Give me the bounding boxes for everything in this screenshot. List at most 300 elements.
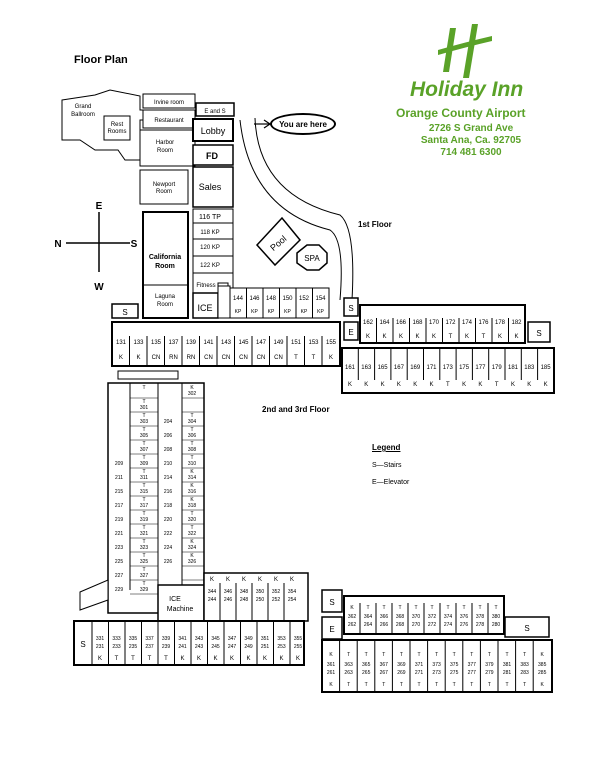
laguna-room-label-2: Room <box>156 302 174 308</box>
first-floor-stairs-east-label: S <box>348 304 354 313</box>
upper-south-type-339: T <box>164 656 168 662</box>
wing-room-218: 218 <box>163 503 173 509</box>
harbor-room-label-2: Room <box>156 148 174 154</box>
wing-room-type-right-12: K <box>190 553 194 559</box>
east-bottom-type-179: T <box>494 382 499 388</box>
wing-room-220: 220 <box>163 517 173 523</box>
south-room-type-153: T <box>311 355 316 361</box>
grand-ballroom-label-1: Grand <box>74 104 92 110</box>
page-title: Floor Plan <box>74 54 128 66</box>
upper-east-top-number-376: 376 <box>459 614 469 620</box>
upper-east-bottom-type-379: T <box>487 682 491 688</box>
wing-room-319: 319 <box>139 517 149 523</box>
east-bottom-number-171: 171 <box>426 365 437 371</box>
upper-south-number-233: 233 <box>112 644 121 650</box>
wing-room-329: 329 <box>139 587 149 593</box>
upper-east-top-number-270: 270 <box>411 622 421 628</box>
mid-block-number-252: 252 <box>271 597 281 603</box>
walkway-outer <box>255 118 353 300</box>
mid-block-type-350: K <box>257 577 263 583</box>
harbor-room-label-1: Harbor <box>155 140 175 146</box>
wing-room-type-left-3: T <box>142 427 146 433</box>
upper-east-top-number-272: 272 <box>427 622 437 628</box>
wing-room-type-left-13: T <box>142 567 146 573</box>
south-room-type-137: RN <box>169 355 178 361</box>
pool-label: Pool <box>268 233 289 253</box>
kp-room-type-154: KP <box>317 309 324 315</box>
kp-room-number-154: 154 <box>315 296 326 302</box>
upper-east-top-number-380: 380 <box>491 614 501 620</box>
upper-south-number-255: 255 <box>293 644 303 650</box>
wing-room-222: 222 <box>163 531 173 537</box>
upper-south-number-239: 239 <box>161 644 171 650</box>
upper-south-number-241: 241 <box>178 644 187 650</box>
compass-n-label: N <box>54 239 62 250</box>
upper-east-bottom-number-267: 267 <box>379 670 388 676</box>
upper-east-bottom-number-365: 365 <box>362 662 371 668</box>
e-and-s-label: E and S <box>204 109 226 115</box>
wing-room-type-left-5: T <box>142 455 146 461</box>
upper-south-type-355: K <box>295 656 301 662</box>
upper-east-bottom-type-top-369: T <box>399 652 403 658</box>
upper-east-bottom-type-377: T <box>470 682 474 688</box>
wing-room-type-left-1: T <box>142 399 146 405</box>
upper-south-type-347: K <box>229 656 235 662</box>
upper-south-type-353: K <box>279 656 284 662</box>
phone-number: 714 481 6300 <box>440 147 502 158</box>
wing-room-306: 306 <box>187 433 197 439</box>
wing-room-303: 303 <box>139 419 149 425</box>
mid-block-type-344: K <box>209 577 215 583</box>
upper-south-type-351: K <box>262 656 268 662</box>
restaurant-label: Restaurant <box>154 118 184 124</box>
upper-east-bottom-type-371: T <box>417 682 421 688</box>
upper-east-top-number-370: 370 <box>411 614 421 620</box>
east-top-number-162: 162 <box>362 320 374 326</box>
upper-south-type-343: K <box>196 656 202 662</box>
wing-room-type-right-2: T <box>190 413 194 419</box>
mid-block-number-354: 354 <box>287 589 297 595</box>
wing-room-left-8: 217 <box>114 503 124 509</box>
wing-room-type-left-0: T <box>142 385 146 391</box>
upper-east-top-number-280: 280 <box>491 622 501 628</box>
east-bottom-type-171: K <box>429 382 434 388</box>
upper-south-number-351: 351 <box>260 636 270 642</box>
east-top-type-174: K <box>464 334 470 340</box>
wing-room-302: 302 <box>187 391 197 397</box>
kp-room-number-150: 150 <box>282 296 293 302</box>
rest-rooms-label-2: Rooms <box>107 129 127 135</box>
ice-machine-block <box>158 585 204 621</box>
wing-room-305: 305 <box>139 433 149 439</box>
upper-east-bottom-type-381: T <box>505 682 509 688</box>
you-are-here-label: You are here <box>279 119 327 129</box>
wing-room-206: 206 <box>163 433 173 439</box>
upper-east-bottom-number-375: 375 <box>450 662 459 668</box>
upper-floors-label: 2nd and 3rd Floor <box>262 405 330 414</box>
south-room-type-151: T <box>294 355 298 361</box>
south-room-number-131: 131 <box>115 340 127 346</box>
east-bottom-number-169: 169 <box>410 365 421 371</box>
wing-room-309: 309 <box>139 461 149 467</box>
upper-east-bottom-type-363: T <box>347 682 351 688</box>
brand-location: Orange County Airport <box>396 106 526 120</box>
east-top-number-174: 174 <box>461 320 473 326</box>
wing-room-type-right-6: K <box>190 469 194 475</box>
east-bottom-number-167: 167 <box>393 365 404 371</box>
south-room-type-147: CN <box>256 355 266 361</box>
kp-room-number-144: 144 <box>232 296 244 302</box>
upper-east-top-number-378: 378 <box>475 614 485 620</box>
south-room-number-149: 149 <box>273 340 284 346</box>
upper-east-bottom-number-369: 369 <box>397 662 406 668</box>
south-room-type-141: CN <box>204 355 213 361</box>
upper-east-top-number-278: 278 <box>475 622 485 628</box>
wing-room-type-right-8: K <box>190 497 194 503</box>
upper-east-top-type-372: T <box>430 605 434 611</box>
upper-east-bottom-number-271: 271 <box>414 670 424 676</box>
upper-east-bottom-type-top-373: T <box>435 652 439 658</box>
mid-block-number-244: 244 <box>207 597 217 603</box>
east-top-type-168: K <box>415 334 420 340</box>
legend-stairs: S—Stairs <box>372 462 402 469</box>
newport-room-label-1: Newport <box>152 182 176 188</box>
wing-room-type-right-4: T <box>190 441 194 447</box>
south-room-number-135: 135 <box>150 340 162 346</box>
upper-east-top-type-362: K <box>350 605 354 611</box>
upper-stairs-west-label: S <box>80 640 86 649</box>
upper-east-bottom-type-369: T <box>399 682 403 688</box>
south-room-number-151: 151 <box>290 340 302 346</box>
mid-block-type-352: K <box>273 577 279 583</box>
wing-room-311: 311 <box>140 475 148 481</box>
mid-block-number-248: 248 <box>239 597 249 603</box>
wing-room-208: 208 <box>163 447 173 453</box>
upper-south-number-253: 253 <box>277 644 286 650</box>
brand-name: Holiday Inn <box>410 78 524 101</box>
east-bottom-number-177: 177 <box>475 365 486 371</box>
upper-south-number-333: 333 <box>112 636 121 642</box>
upper-east-top-number-268: 268 <box>395 622 405 628</box>
east-bottom-type-169: K <box>413 382 418 388</box>
first-floor-stairs-far-east-label: S <box>536 329 542 338</box>
room-116-label: 116 TP <box>199 214 221 221</box>
wing-room-226: 226 <box>163 559 173 565</box>
room-122-label: 122 KP <box>200 263 220 269</box>
east-bottom-number-163: 163 <box>361 365 372 371</box>
south-room-number-141: 141 <box>203 340 214 346</box>
upper-east-bottom-type-top-379: T <box>487 652 491 658</box>
first-floor-walk-strip <box>118 371 178 379</box>
mid-block-number-254: 254 <box>287 597 297 603</box>
upper-east-bottom-type-top-383: T <box>523 652 527 658</box>
wing-room-314: 314 <box>187 475 197 481</box>
upper-east-bottom-type-top-371: T <box>417 652 421 658</box>
east-top-number-164: 164 <box>379 320 390 326</box>
upper-east-bottom-number-363: 363 <box>344 662 353 668</box>
mid-block-number-344: 344 <box>207 589 217 595</box>
upper-south-number-237: 237 <box>145 644 154 650</box>
upper-east-bottom-number-275: 275 <box>450 670 459 676</box>
wing-room-left-7: 215 <box>114 489 124 495</box>
wing-room-left-12: 225 <box>114 559 124 565</box>
wing-room-304: 304 <box>187 419 197 425</box>
south-room-number-143: 143 <box>220 340 232 346</box>
upper-east-bottom-type-top-381: T <box>505 652 509 658</box>
upper-east-bottom-number-261: 261 <box>326 670 336 676</box>
east-bottom-number-165: 165 <box>377 365 388 371</box>
wing-room-type-left-8: T <box>142 497 146 503</box>
upper-east-bottom-type-top-385: K <box>540 652 544 658</box>
east-bottom-type-177: K <box>478 382 483 388</box>
upper-east-bottom-type-top-365: T <box>364 652 368 658</box>
east-bottom-number-183: 183 <box>524 365 535 371</box>
laguna-room-label-1: Laguna <box>154 294 176 300</box>
wing-room-type-left-9: T <box>142 511 146 517</box>
first-floor-elevator-label: E <box>348 328 354 337</box>
upper-south-type-341: K <box>180 656 185 662</box>
upper-south-number-331: 331 <box>95 636 105 642</box>
address-line2: Santa Ana, Ca. 92705 <box>420 135 522 146</box>
south-room-number-139: 139 <box>185 340 197 346</box>
upper-east-bottom-type-367: T <box>382 682 386 688</box>
south-room-type-135: CN <box>151 355 161 361</box>
compass-s-label: S <box>130 239 138 250</box>
upper-east-top-number-372: 372 <box>427 614 437 620</box>
walkway-inner <box>240 120 341 300</box>
upper-south-number-343: 343 <box>194 636 204 642</box>
wing-room-left-11: 223 <box>114 545 124 551</box>
wing-room-317: 317 <box>139 503 149 509</box>
upper-east-bottom-type-top-361: K <box>329 652 333 658</box>
east-bottom-type-165: K <box>380 382 385 388</box>
east-top-type-172: T <box>448 334 453 340</box>
wing-room-type-left-14: T <box>142 581 146 587</box>
upper-east-bottom-number-385: 385 <box>538 662 547 668</box>
room-118-label: 118 KP <box>200 230 220 236</box>
upper-east-bottom-type-383: T <box>523 682 527 688</box>
upper-east-top-number-264: 264 <box>363 622 373 628</box>
upper-south-type-349: K <box>246 656 251 662</box>
upper-east-bottom-number-273: 273 <box>432 670 441 676</box>
mid-block-number-352: 352 <box>271 589 281 595</box>
upper-south-number-347: 347 <box>227 636 237 642</box>
upper-east-top-number-362: 362 <box>347 614 357 620</box>
ice-label: ICE <box>197 303 213 313</box>
compass-w-label: W <box>94 282 104 293</box>
east-top-number-176: 176 <box>478 320 489 326</box>
wing-room-left-10: 221 <box>114 531 124 537</box>
upper-south-number-353: 353 <box>277 636 286 642</box>
south-room-number-137: 137 <box>168 340 179 346</box>
wing-room-204: 204 <box>163 419 173 425</box>
wing-room-type-right-5: T <box>190 455 194 461</box>
east-bottom-type-163: K <box>364 382 369 388</box>
wing-room-326: 326 <box>187 559 197 565</box>
east-top-type-170: K <box>431 334 437 340</box>
upper-east-bottom-number-265: 265 <box>362 670 371 676</box>
wing-room-type-right-10: T <box>190 525 194 531</box>
mid-block-type-348: K <box>241 577 247 583</box>
upper-south-number-339: 339 <box>161 636 171 642</box>
compass-e-label: E <box>95 201 103 212</box>
wing-room-left-9: 219 <box>114 517 124 523</box>
east-bottom-type-175: K <box>462 382 467 388</box>
upper-east-top-type-376: T <box>462 605 466 611</box>
east-top-number-166: 166 <box>395 320 407 326</box>
wing-room-308: 308 <box>187 447 197 453</box>
wing-room-type-left-11: T <box>142 539 146 545</box>
wing-room-321: 321 <box>139 531 149 537</box>
wing-room-310: 310 <box>187 461 197 467</box>
east-top-type-166: K <box>398 334 404 340</box>
wing-room-210: 210 <box>163 461 173 467</box>
wing-room-315: 315 <box>139 489 149 495</box>
wing-room-type-left-10: T <box>142 525 146 531</box>
east-bottom-number-185: 185 <box>540 365 551 371</box>
upper-east-bottom-type-361: K <box>329 682 333 688</box>
upper-south-number-249: 249 <box>244 644 253 650</box>
upper-east-bottom-type-top-375: T <box>452 652 456 658</box>
upper-south-number-243: 243 <box>194 644 204 650</box>
upper-east-bottom-type-365: T <box>364 682 368 688</box>
upper-south-number-345: 345 <box>211 636 220 642</box>
east-top-type-182: K <box>514 334 519 340</box>
upper-south-number-335: 335 <box>128 636 138 642</box>
south-room-number-147: 147 <box>255 340 267 346</box>
wing-room-left-14: 229 <box>114 587 124 593</box>
lobby-label: Lobby <box>200 126 226 136</box>
east-bottom-number-173: 173 <box>442 365 453 371</box>
upper-south-type-333: T <box>114 656 119 662</box>
south-room-type-133: K <box>136 355 141 361</box>
fitness-label: Fitness <box>196 283 216 289</box>
sales-label: Sales <box>198 182 222 192</box>
upper-east-bottom-number-361: 361 <box>326 662 336 668</box>
upper-east-bottom-number-279: 279 <box>485 670 494 676</box>
address-line1: 2726 S Grand Ave <box>428 123 514 134</box>
upper-east-top-type-380: T <box>494 605 498 611</box>
east-top-number-172: 172 <box>445 320 456 326</box>
mid-block-number-350: 350 <box>255 589 265 595</box>
mid-block-type-346: K <box>225 577 231 583</box>
east-bottom-type-185: K <box>543 382 548 388</box>
kp-room-type-144: KP <box>234 309 242 315</box>
mid-block-number-346: 346 <box>223 589 233 595</box>
east-top-number-178: 178 <box>494 320 506 326</box>
east-top-number-170: 170 <box>428 320 440 326</box>
upper-east-bottom-number-285: 285 <box>538 670 547 676</box>
upper-south-type-335: T <box>131 656 135 662</box>
upper-east-top-type-374: T <box>446 605 450 611</box>
east-bottom-type-161: K <box>347 382 353 388</box>
upper-east-top-type-366: T <box>382 605 386 611</box>
upper-east-bottom-type-top-367: T <box>382 652 386 658</box>
wing-room-type-left-6: T <box>142 469 146 475</box>
mid-block-number-348: 348 <box>239 589 249 595</box>
upper-east-top-number-262: 262 <box>347 622 357 628</box>
upper-east-top-number-366: 366 <box>379 614 389 620</box>
wing-room-type-right-7: K <box>190 483 194 489</box>
kp-room-type-148: KP <box>267 309 275 315</box>
spa-label: SPA <box>304 254 320 263</box>
wing-room-left-5: 209 <box>114 461 124 467</box>
kp-room-number-152: 152 <box>298 296 310 302</box>
wing-room-214: 214 <box>163 475 173 481</box>
south-room-type-149: CN <box>274 355 283 361</box>
wing-room-type-right-3: T <box>190 427 194 433</box>
kp-room-type-150: KP <box>284 309 291 315</box>
wing-room-320: 320 <box>187 517 197 523</box>
east-top-number-182: 182 <box>511 320 522 326</box>
mid-block-number-250: 250 <box>255 597 265 603</box>
upper-east-top-number-364: 364 <box>363 614 373 620</box>
upper-east-bottom-number-367: 367 <box>379 662 388 668</box>
east-top-type-162: K <box>365 334 371 340</box>
upper-east-bottom-number-379: 379 <box>485 662 494 668</box>
upper-east-top-type-378: T <box>478 605 482 611</box>
upper-south-number-349: 349 <box>244 636 253 642</box>
upper-south-number-245: 245 <box>211 644 220 650</box>
wing-room-301: 301 <box>139 405 149 411</box>
upper-east-bottom-number-283: 283 <box>520 670 529 676</box>
upper-east-top-number-274: 274 <box>443 622 453 628</box>
south-room-type-145: CN <box>239 355 248 361</box>
first-floor-label: 1st Floor <box>358 220 392 229</box>
upper-east-bottom-number-277: 277 <box>467 670 476 676</box>
upper-south-number-337: 337 <box>145 636 154 642</box>
wing-room-322: 322 <box>187 531 197 537</box>
wing-room-left-6: 211 <box>115 475 123 481</box>
upper-east-bottom-number-373: 373 <box>432 662 441 668</box>
upper-east-bottom-number-371: 371 <box>414 662 424 668</box>
upper-east-top-type-364: T <box>366 605 370 611</box>
mid-block-number-246: 246 <box>223 597 233 603</box>
restrooms-strip <box>218 286 230 318</box>
east-top-type-164: K <box>382 334 387 340</box>
mid-block-type-354: K <box>289 577 295 583</box>
upper-south-type-345: K <box>213 656 218 662</box>
east-bottom-type-167: K <box>396 382 401 388</box>
south-room-number-133: 133 <box>133 340 144 346</box>
upper-east-top-type-368: T <box>398 605 402 611</box>
upper-east-bottom-type-373: T <box>435 682 439 688</box>
rest-rooms-label-1: Rest <box>110 122 124 128</box>
east-bottom-number-175: 175 <box>459 365 470 371</box>
south-room-number-145: 145 <box>238 340 249 346</box>
rest-rooms-block <box>104 116 130 140</box>
room-120-label: 120 KP <box>200 245 220 251</box>
upper-south-number-247: 247 <box>227 644 237 650</box>
upper-east-bottom-number-383: 383 <box>520 662 529 668</box>
upper-east-top-number-276: 276 <box>459 622 469 628</box>
east-bottom-type-173: T <box>445 382 450 388</box>
wing-room-type-right-11: K <box>190 539 194 545</box>
upper-east-bottom-number-281: 281 <box>502 670 512 676</box>
kp-room-number-148: 148 <box>265 296 277 302</box>
newport-room-label-2: Room <box>155 189 173 195</box>
upper-south-number-355: 355 <box>293 636 303 642</box>
wing-room-type-left-2: T <box>142 413 146 419</box>
kp-room-number-146: 146 <box>249 296 260 302</box>
south-room-type-131: K <box>118 355 124 361</box>
upper-east-bottom-type-375: T <box>452 682 456 688</box>
upper-stair-ramp <box>80 580 108 610</box>
upper-east-bottom-number-381: 381 <box>502 662 512 668</box>
upper-south-number-341: 341 <box>178 636 187 642</box>
upper-east-top-number-266: 266 <box>379 622 389 628</box>
upper-south-number-231: 231 <box>95 644 105 650</box>
